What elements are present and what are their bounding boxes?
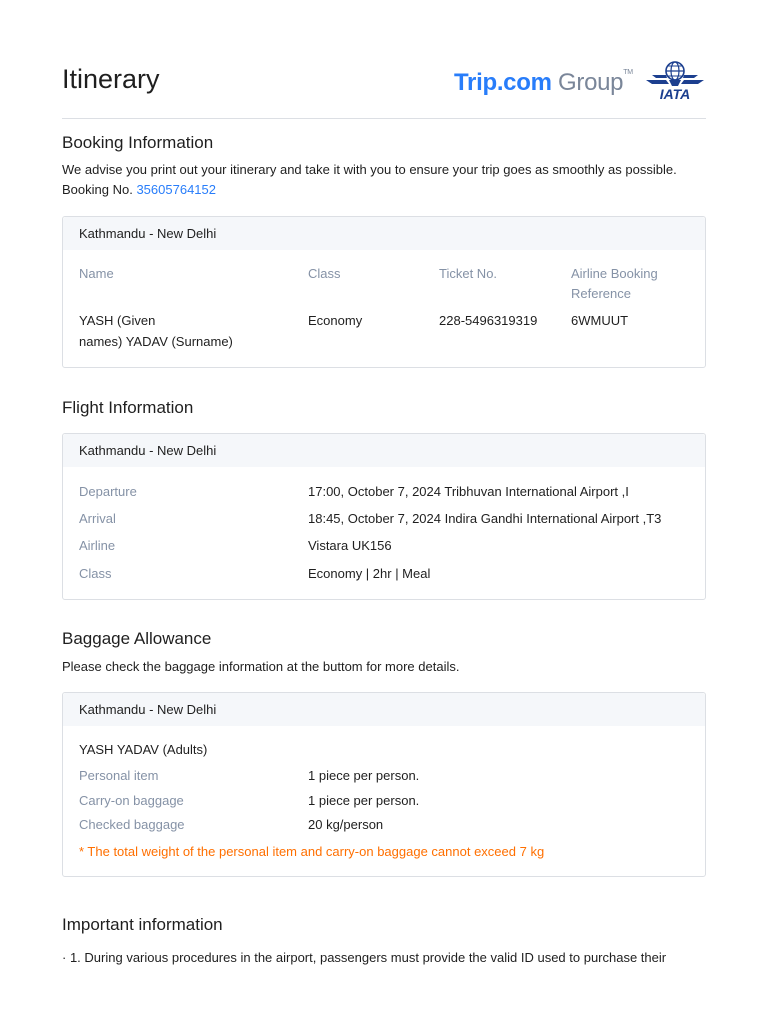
col-ref-header-line1: Airline Booking bbox=[571, 266, 658, 281]
checked-baggage-value: 20 kg/person bbox=[308, 817, 384, 832]
baggage-card bbox=[62, 692, 706, 877]
departure-label: Departure bbox=[79, 484, 137, 499]
col-ticket-header: Ticket No. bbox=[439, 266, 498, 281]
flight-card bbox=[62, 433, 706, 600]
col-ref-header-line2: Reference bbox=[571, 286, 631, 301]
iata-logo bbox=[644, 60, 706, 102]
baggage-heading: Baggage Allowance bbox=[62, 629, 212, 648]
itinerary-header bbox=[62, 60, 706, 119]
col-name-header: Name bbox=[79, 266, 114, 281]
important-item: · 1. During various procedures in the airport, passengers must provide the valid ID used to purchase their bbox=[62, 950, 667, 965]
important-info-heading: Important information bbox=[62, 915, 223, 934]
airline-booking-reference: 6WMUUT bbox=[571, 313, 629, 328]
personal-item-label: Personal item bbox=[79, 768, 159, 783]
booking-number-link[interactable]: 35605764152 bbox=[136, 182, 216, 197]
airline-value: Vistara UK156 bbox=[308, 538, 392, 553]
departure-value: 17:00, October 7, 2024 Tribhuvan International Airport ,I bbox=[308, 484, 629, 499]
baggage-passenger-name: YASH YADAV (Adults) bbox=[79, 742, 208, 757]
passenger-name-line1: YASH (Given bbox=[79, 313, 156, 328]
important-item-text: 1. During various procedures in the airport, passengers must provide the valid ID used to purchase their bbox=[69, 950, 667, 965]
booking-card bbox=[62, 216, 706, 368]
booking-info-heading: Booking Information bbox=[62, 133, 214, 152]
baggage-note: Please check the baggage information at the buttom for more details. bbox=[62, 659, 460, 674]
passenger-name-line2: names) YADAV (Surname) bbox=[79, 334, 233, 349]
baggage-route-header: Kathmandu - New Delhi bbox=[63, 693, 705, 726]
arrival-value: 18:45, October 7, 2024 Indira Gandhi International Airport ,T3 bbox=[308, 511, 662, 526]
airline-label: Airline bbox=[79, 538, 116, 553]
col-class-header: Class bbox=[308, 266, 341, 281]
flight-route-header: Kathmandu - New Delhi bbox=[63, 434, 705, 467]
carry-on-label: Carry-on baggage bbox=[79, 793, 184, 808]
iata-wordmark: IATA bbox=[659, 86, 691, 102]
flight-info-heading: Flight Information bbox=[62, 398, 194, 417]
tripcom-group-logo: Trip.com Group™ bbox=[454, 69, 633, 96]
personal-item-value: 1 piece per person. bbox=[308, 768, 420, 783]
carry-on-value: 1 piece per person. bbox=[308, 793, 420, 808]
booking-advice-text: We advise you print out your itinerary and take it with you to ensure your trip goes as smoothly as possible. bbox=[62, 162, 677, 177]
passenger-ticket-number: 228-5496319319 bbox=[439, 313, 538, 328]
checked-baggage-label: Checked baggage bbox=[79, 817, 185, 832]
baggage-weight-warning: * The total weight of the personal item and carry-on baggage cannot exceed 7 kg bbox=[79, 844, 545, 859]
passenger-class: Economy bbox=[308, 313, 363, 328]
booking-number-line bbox=[62, 180, 216, 200]
booking-route-header: Kathmandu - New Delhi bbox=[63, 217, 705, 250]
page-title: Itinerary bbox=[62, 64, 160, 94]
booking-number-label: Booking No. bbox=[62, 182, 133, 197]
flight-class-value: Economy | 2hr | Meal bbox=[308, 566, 431, 581]
arrival-label: Arrival bbox=[79, 511, 116, 526]
flight-class-label: Class bbox=[79, 566, 112, 581]
